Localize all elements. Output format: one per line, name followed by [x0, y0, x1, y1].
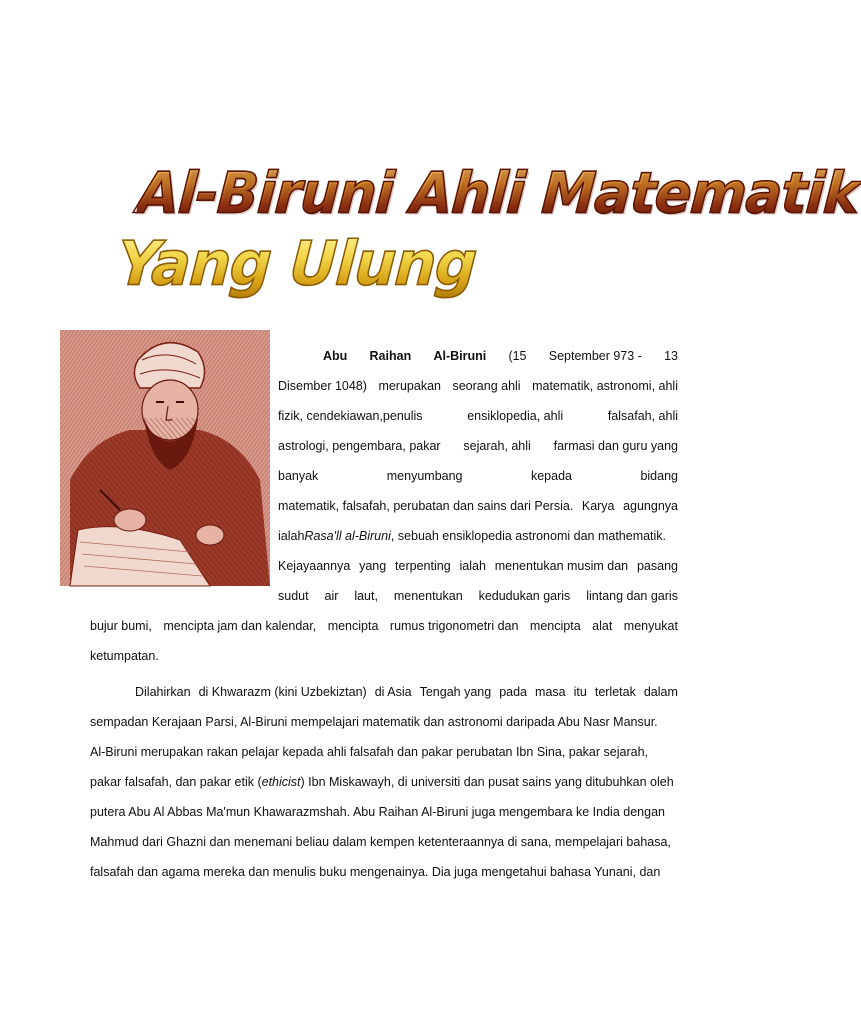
text-segment: pakar falsafah, dan pakar etik ( [90, 775, 262, 789]
text-segment: sejarah, ahli [463, 439, 531, 453]
text-segment: ) Ibn Miskawayh, di universiti dan pusat sains yang ditubuhkan oleh [300, 775, 674, 789]
text-segment: kedudukan garis [478, 589, 571, 603]
text-segment: di Khwarazm (kini Uzbekiztan) [198, 685, 367, 699]
text-line [278, 521, 678, 551]
text-segment: masa [535, 685, 566, 699]
text-line [90, 857, 678, 887]
text-segment: seorang ahli [452, 379, 521, 393]
text-segment: mencipta jam dan kalendar, [163, 619, 317, 633]
text-segment: yang [359, 559, 387, 573]
text-line [90, 737, 678, 767]
text-line [278, 551, 678, 581]
text-segment: (15 [508, 349, 527, 363]
text-line [90, 797, 678, 827]
text-segment: Dilahirkan [135, 685, 191, 699]
text-segment: ethicist [261, 775, 301, 789]
text-segment: 13 [664, 349, 678, 363]
text-segment: bidang [640, 469, 678, 483]
text-segment: fizik, cendekiawan,penulis [278, 409, 423, 423]
text-segment: Disember 1048) [278, 379, 367, 393]
text-segment: sempadan Kerajaan Parsi, Al-Biruni mempelajari matematik dan astronomi daripada Abu Nasr Mansur. [90, 715, 658, 729]
text-segment: ialah [459, 559, 486, 573]
text-line [278, 341, 678, 371]
text-line [278, 461, 678, 491]
text-segment: Al-Biruni [433, 349, 487, 363]
text-segment: alat [592, 619, 613, 633]
text-line [278, 581, 678, 611]
text-segment: pasang [636, 559, 678, 573]
text-line [278, 401, 678, 431]
text-segment: ialah [278, 529, 305, 543]
text-segment: mencipta [529, 619, 581, 633]
text-segment: Tengah yang [419, 685, 492, 699]
text-segment: Raihan [369, 349, 412, 363]
title-line-1: Al-Biruni Ahli Matematik [135, 160, 861, 227]
text-segment: mencipta [327, 619, 379, 633]
portrait-engraving-icon [60, 330, 270, 586]
text-segment: matematik, falsafah, perubatan dan sains dari Persia. [278, 499, 574, 513]
text-segment: banyak [278, 469, 319, 483]
text-segment: falsafah dan agama mereka dan menulis buku mengenainya. Dia juga mengetahui bahasa Yunani, dan [90, 865, 661, 879]
title-line-2: Yang Ulung [115, 228, 479, 300]
text-segment: laut, [354, 589, 378, 603]
text-segment: ketumpatan. [90, 649, 159, 663]
text-line [278, 491, 678, 521]
text-segment: pada [499, 685, 528, 699]
text-segment: Karya [581, 499, 615, 513]
text-segment: Al-Biruni merupakan rakan pelajar kepada ahli falsafah dan pakar perubatan Ibn Sina, pakar sejarah, [90, 745, 648, 759]
text-segment: menentukan [393, 589, 463, 603]
text-segment: ensiklopedia, ahli [467, 409, 564, 423]
text-segment: , sebuah ensiklopedia astronomi dan mathematik. [390, 529, 667, 543]
text-segment: dalam [643, 685, 678, 699]
paragraph-1-full [90, 611, 678, 671]
text-segment: air [324, 589, 339, 603]
text-line [90, 611, 678, 641]
text-segment: matematik, astronomi, ahli [532, 379, 678, 393]
text-segment: agungnya [623, 499, 678, 513]
text-segment: menyumbang [386, 469, 463, 483]
text-segment: Kejayaannya [278, 559, 351, 573]
text-segment: sudut [278, 589, 309, 603]
text-segment: di Asia [374, 685, 412, 699]
text-segment: merupakan [378, 379, 441, 393]
text-segment: Rasa'll al-Biruni [304, 529, 391, 543]
text-segment: itu [573, 685, 587, 699]
paragraph-2 [90, 677, 678, 887]
text-segment: astrologi, pengembara, pakar [278, 439, 441, 453]
text-line [90, 707, 678, 737]
text-line [90, 677, 678, 707]
text-segment: falsafah, ahli [607, 409, 678, 423]
text-segment: September 973 - [548, 349, 642, 363]
text-segment: kepada [530, 469, 572, 483]
text-segment: Abu [323, 349, 348, 363]
text-line [90, 641, 678, 671]
text-segment: farmasi dan guru yang [553, 439, 678, 453]
text-segment: menentukan musim dan [494, 559, 629, 573]
text-line [278, 371, 678, 401]
paragraph-1-wrapped [278, 341, 678, 611]
text-segment: terpenting [395, 559, 451, 573]
text-segment: lintang dan garis [586, 589, 678, 603]
text-segment: terletak [594, 685, 636, 699]
text-line [278, 431, 678, 461]
text-segment: bujur bumi, [90, 619, 152, 633]
text-line [90, 827, 678, 857]
text-segment: rumus trigonometri dan [389, 619, 519, 633]
text-segment: putera Abu Al Abbas Ma'mun Khawarazmshah. Abu Raihan Al-Biruni juga mengembara ke India dengan [90, 805, 665, 819]
text-segment: Mahmud dari Ghazni dan menemani beliau dalam kempen ketenteraannya di sana, mempelajari bahasa, [90, 835, 671, 849]
text-segment: menyukat [623, 619, 678, 633]
text-line [90, 767, 678, 797]
